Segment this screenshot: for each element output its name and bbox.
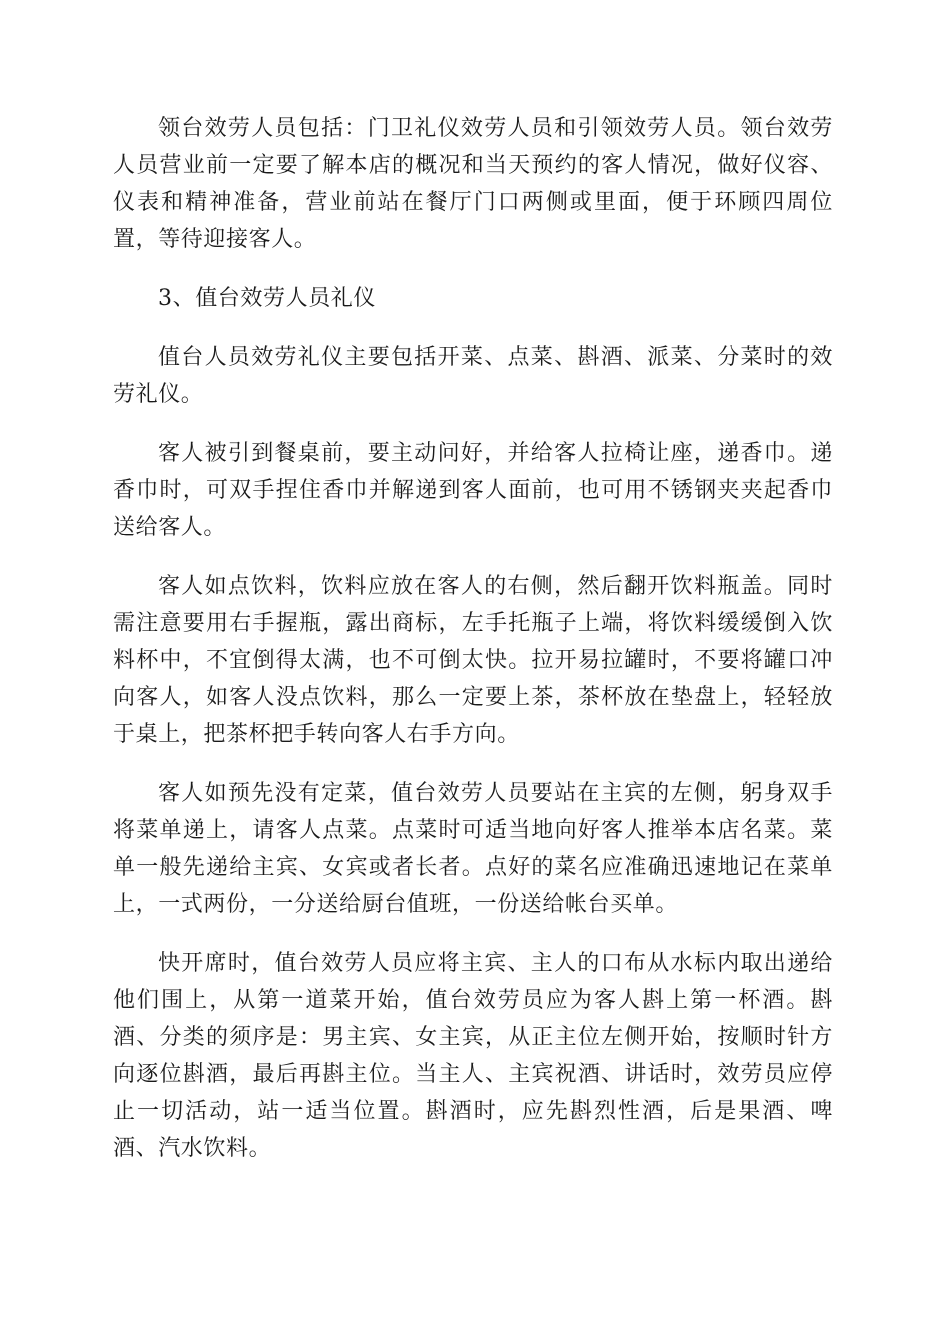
paragraph-ordering: 客人如预先没有定菜，值台效劳人员要站在主宾的左侧，躬身双手将菜单递上，请客人点菜。点菜时可适当地向好客人推举本店名菜。菜单一般先递给主宾、女宾或者长者。点好的菜名应准确迅速地记在菜单上，一式两份，一分送给厨台值班，一份送给帐台买单。: [113, 781, 833, 917]
section-heading-table-service: 3、值台效劳人员礼仪: [158, 286, 376, 311]
paragraph-table-service-overview: 值台人员效劳礼仪主要包括开菜、点菜、斟酒、派菜、分菜时的效劳礼仪。: [113, 345, 833, 407]
paragraph-beverage-service: 客人如点饮料，饮料应放在客人的右侧，然后翻开饮料瓶盖。同时需注意要用右手握瓶，露出商标，左手托瓶子上端，将饮料缓缓倒入饮料杯中，不宜倒得太满，也不可倒太快。拉开易拉罐时，不要将罐口冲向客人，如客人没点饮料，那么一定要上茶，茶杯放在垫盘上，轻轻放于桌上，把茶杯把手转向客人右手方向。: [113, 574, 833, 747]
paragraph-wine-service: 快开席时，值台效劳人员应将主宾、主人的口布从水标内取出递给他们围上，从第一道菜开始，值台效劳员应为客人斟上第一杯酒。斟酒、分类的须序是：男主宾、女主宾，从正主位左侧开始，按顺时针方向逐位斟酒，最后再斟主位。当主人、主宾祝酒、讲话时，效劳员应停止一切活动，站一适当位置。斟酒时，应先斟烈性酒，后是果酒、啤酒、汽水饮料。: [113, 951, 833, 1161]
paragraph-reception-staff: 领台效劳人员包括：门卫礼仪效劳人员和引领效劳人员。领台效劳人员营业前一定要了解本店的概况和当天预约的客人情况，做好仪容、仪表和精神准备，营业前站在餐厅门口两侧或里面，便于环顾四周位置，等待迎接客人。: [113, 116, 833, 252]
document-body: [113, 110, 833, 1189]
paragraph-seating-towel: 客人被引到餐桌前，要主动问好，并给客人拉椅让座，递香巾。递香巾时，可双手捏住香巾并解递到客人面前，也可用不锈钢夹夹起香巾送给客人。: [113, 441, 833, 540]
